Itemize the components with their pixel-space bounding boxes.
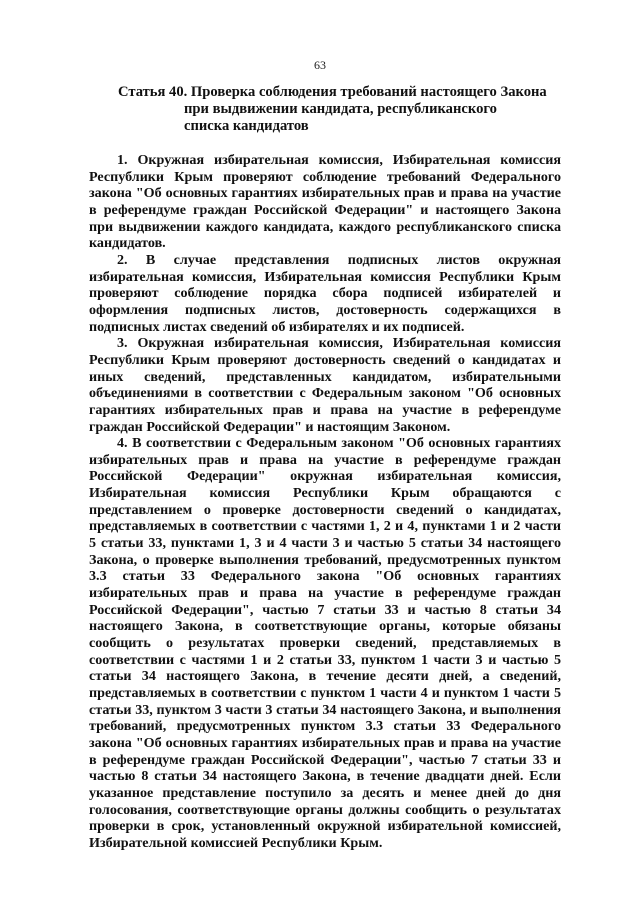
paragraph-3: 3. Окружная избирательная комиссия, Избирательная комиссия Республики Крым проверяют достоверность сведений о кандидатах и иных сведений, представленных кандидатом, избирательными объединениями в соответствии с Федеральным законом "Об основных гарантиях избирательных прав и права на участие в референдуме граждан Российской Федерации" и настоящим Законом. xyxy=(89,335,561,435)
paragraph-4: 4. В соответствии с Федеральным законом "Об основных гарантиях избирательных прав и права на участие в референдуме граждан Российской Федерации" окружная избирательная комиссия, Избирательная комиссия Республики Крым обращаются с представлением о проверке достоверности сведений о кандидатах, представляемых в соответствии с частями 1, 2 и 4, пунктами 1 и 2 части 5 статьи 33, пунктами 1, 3 и 4 части 3 и частью 5 статьи 34 настоящего Закона, о проверке выполнения требований, предусмотренных пунктом 3.3 статьи 33 Федерального закона "Об основных гарантиях избирательных прав и права на участие в референдуме граждан Российской Федерации", частью 7 статьи 33 и частью 8 статьи 34 настоящего Закона, в соответствующие органы, которые обязаны сообщить о результатах проверки сведений, представляемых в соответствии с частями 1 и 2 статьи 33, пунктом 1 части 3 и частью 5 статьи 34 настоящего Закона, в течение десяти дней, а сведений, представляемых в соответствии с пунктом 1 части 4 и пунктом 1 части 5 статьи 33, пунктом 3 части 3 статьи 34 настоящего Закона, и выполнения требований, предусмотренных пунктом 3.3 статьи 33 Федерального закона "Об основных гарантиях избирательных прав и права на участие в референдуме граждан Российской Федерации", частью 7 статьи 33 и частью 8 статьи 34 настоящего Закона, в течение двадцати дней. Если указанное представление поступило за десять и менее дней до дня голосования, соответствующие органы должны сообщить о результатах проверки в срок, установленный окружной избирательной комиссией, Избирательной комиссией Республики Крым. xyxy=(89,435,561,851)
article-title xyxy=(118,84,547,135)
paragraph-1: 1. Окружная избирательная комиссия, Избирательная комиссия Республики Крым проверяют соблюдение требований Федерального закона "Об основных гарантиях избирательных прав и права на участие в референдуме граждан Российской Федерации" и настоящего Закона при выдвижении каждого кандидата, каждого республиканского списка кандидатов. xyxy=(89,152,561,252)
page-number: 63 xyxy=(314,58,326,72)
article-title-line: Статья 40. Проверка соблюдения требований настоящего Закона xyxy=(118,84,547,100)
paragraph-2: 2. В случае представления подписных листов окружная избирательная комиссия, Избирательная комиссия Республики Крым проверяют соблюдение порядка сбора подписей избирателей и оформления подписных листов, достоверность содержащихся в подписных листах сведений об избирателях и их подписей. xyxy=(89,251,561,335)
article-title-line: при выдвижении кандидата, республиканского xyxy=(184,101,497,117)
article-title-line: списка кандидатов xyxy=(184,118,309,134)
article-body xyxy=(89,152,561,852)
